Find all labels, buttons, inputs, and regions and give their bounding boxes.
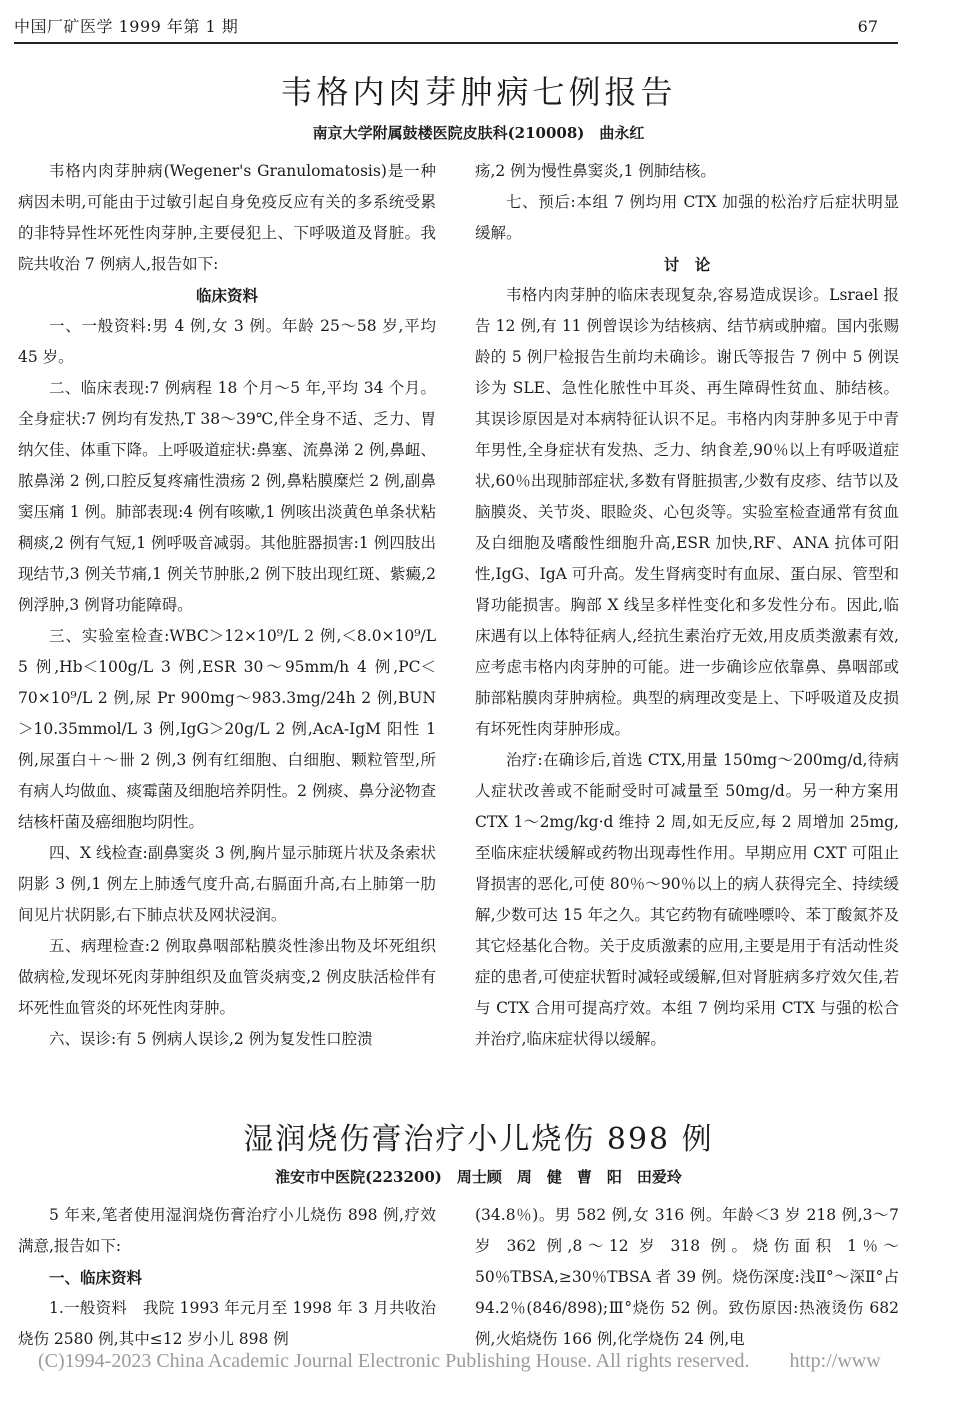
article1-title: 韦格内肉芽肿病七例报告: [280, 73, 677, 111]
running-header: [14, 12, 898, 44]
paragraph: 一、一般资料:男 4 例,女 3 例。年龄 25～58 岁,平均 45 岁。: [18, 317, 436, 366]
article2-byline: 淮安市中医院(223200) 周士顾 周 健 曹 阳 田爱玲: [275, 1168, 682, 1186]
journal-name: 中国厂矿医学 1999 年第 1 期: [14, 17, 239, 36]
paragraph: 四、X 线检查:副鼻窦炎 3 例,胸片显示肺斑片状及条索状阴影 3 例,1 例左上肺透气度升高,右膈面升高,右上肺第一肋间见片状阴影,右下肺点状及网状浸润。: [18, 844, 436, 924]
article2-left-column: [18, 1200, 436, 1355]
paragraph-continued: (34.8％)。男 582 例,女 316 例。年龄＜3 岁 218 例,3～7 岁 362 例,8～12 岁 318 例。烧伤面积 1％～50％TBSA,≥30％TBSA 者 39 例。烧伤深度:浅Ⅱ°～深Ⅱ°占 94.2％(846/898);Ⅲ°烧伤 52 例。致伤原因:热液烫伤 682 例,火焰烧伤 166 例,化学烧伤 24 例,电: [475, 1206, 899, 1348]
paragraph: 七、预后:本组 7 例均用 CTX 加强的松治疗后症状明显缓解。: [475, 193, 899, 242]
paragraph: 治疗:在确诊后,首选 CTX,用量 150mg～200mg/d,待病人症状改善或不能耐受时可减量至 50mg/d。另一种方案用 CTX 1～2mg/kg·d 维持 2 周,如无反应,每 2 周增加 25mg,至临床症状缓解或药物出现毒性作用。早期应用 CXT 可阻止肾损害的恶化,可使 80％～90％以上的病人获得完全、持续缓解,少数可达 15 年之久。其它药物有硫唑嘌呤、苯丁酸氮芥及其它烃基化合物。关于皮质激素的应用,主要是用于有活动性炎症的患者,可使症状暂时减轻或缓解,但对肾脏病多疗效欠佳,若与 CTX 合用可提高疗效。本组 7 例均采用 CTX 与强的松合并治疗,临床症状得以缓解。: [475, 751, 899, 1048]
paragraph: 韦格内肉芽肿的临床表现复杂,容易造成误诊。Lsrael 报告 12 例,有 11 例曾误诊为结核病、结节病或肿瘤。国内张赐龄的 5 例尸检报告生前均未确诊。谢氏等报告 7 例中 5 例误诊为 SLE、急性化脓性中耳炎、再生障碍性贫血、肺结核。其误诊原因是对本病特征认识不足。韦格内肉芽肿多见于中青年男性,全身症状有发热、乏力、纳食差,90％以上有呼吸道症状,60％出现肺部症状,多数有肾脏损害,少数有皮疹、结节以及脑膜炎、关节炎、眼睑炎、心包炎等。实验室检查通常有贫血及白细胞及嗜酸性细胞升高,ESR 加快,RF、ANA 抗体可阳性,IgG、IgA 可升高。发生肾病变时有血尿、蛋白尿、管型和肾功能损害。胸部 X 线呈多样性变化和多发性分布。因此,临床遇有以上体特征病人,经抗生素治疗无效,用皮质类激素有效,应考虑韦格内肉芽肿的可能。进一步确诊应依靠鼻、鼻咽部或肺部粘膜肉芽肿病检。典型的病理改变是上、下呼吸道及皮损有坏死性肉芽肿形成。: [475, 286, 899, 738]
section-heading: 临床资料: [195, 286, 258, 305]
paragraph: 5 年来,笔者使用湿润烧伤膏治疗小儿烧伤 898 例,疗效满意,报告如下:: [18, 1206, 436, 1255]
section-heading: 一、临床资料: [49, 1268, 143, 1287]
copyright-footer: (C)1994-2023 China Academic Journal Electronic Publishing House. All rights reserved. http://www: [38, 1350, 881, 1372]
page-number: 67: [857, 17, 878, 36]
paragraph: 六、误诊:有 5 例病人误诊,2 例为复发性口腔溃: [49, 1030, 373, 1048]
article1-byline: 南京大学附属鼓楼医院皮肤科(210008) 曲永红: [312, 124, 645, 142]
paragraph: 1.一般资料 我院 1993 年元月至 1998 年 3 月共收治烧伤 2580 例,其中≤12 岁小儿 898 例: [18, 1299, 436, 1348]
article2-right-column: [475, 1200, 899, 1355]
paragraph-continued: 疡,2 例为慢性鼻窦炎,1 例肺结核。: [475, 162, 716, 180]
section-heading: 讨 论: [663, 255, 711, 274]
article2-title: 湿润烧伤膏治疗小儿烧伤 898 例: [243, 1122, 714, 1157]
paragraph: 三、实验室检查:WBC＞12×10⁹/L 2 例,＜8.0×10⁹/L 5 例,Hb＜100g/L 3 例,ESR 30～95mm/h 4 例,PC＜70×10⁹/L 2 例,尿 Pr 900mg～983.3mg/24h 2 例,BUN＞10.35mmol/L 3 例,IgG＞20g/L 2 例,AcA-IgM 阳性 1 例,尿蛋白＋～卌 2 例,3 例有红细胞、白细胞、颗粒管型,所有病人均做血、痰霉菌及细胞培养阴性。2 例痰、鼻分泌物查结核杆菌及癌细胞均阴性。: [18, 627, 436, 831]
paragraph: 二、临床表现:7 例病程 18 个月～5 年,平均 34 个月。全身症状:7 例均有发热,T 38～39℃,伴全身不适、乏力、胃纳欠佳、体重下降。上呼吸道症状:鼻塞、流鼻涕 2 例,鼻衄、脓鼻涕 2 例,口腔反复疼痛性溃疡 2 例,鼻粘膜糜烂 2 例,副鼻窦压痛 1 例。肺部表现:4 例有咳嗽,1 例咳出淡黄色单条状粘稠痰,2 例有气短,1 例呼吸音减弱。其他脏器损害:1 例四肢出现结节,3 例关节痛,1 例关节肿胀,2 例下肢出现红斑、紫癜,2 例浮肿,3 例肾功能障碍。: [18, 379, 436, 614]
paragraph: 五、病理检查:2 例取鼻咽部粘膜炎性渗出物及坏死组织做病检,发现坏死肉芽肿组织及血管炎病变,2 例皮肤活检伴有坏死性血管炎的坏死性肉芽肿。: [18, 937, 436, 1017]
paragraph: 韦格内肉芽肿病(Wegener's Granulomatosis)是一种病因未明,可能由于过敏引起自身免疫反应有关的多系统受累的非特异性坏死性肉芽肿,主要侵犯上、下呼吸道及肾脏。我院共收治 7 例病人,报告如下:: [18, 162, 436, 273]
article1-right-column: [475, 156, 899, 1086]
article1-left-column: [18, 156, 436, 1116]
